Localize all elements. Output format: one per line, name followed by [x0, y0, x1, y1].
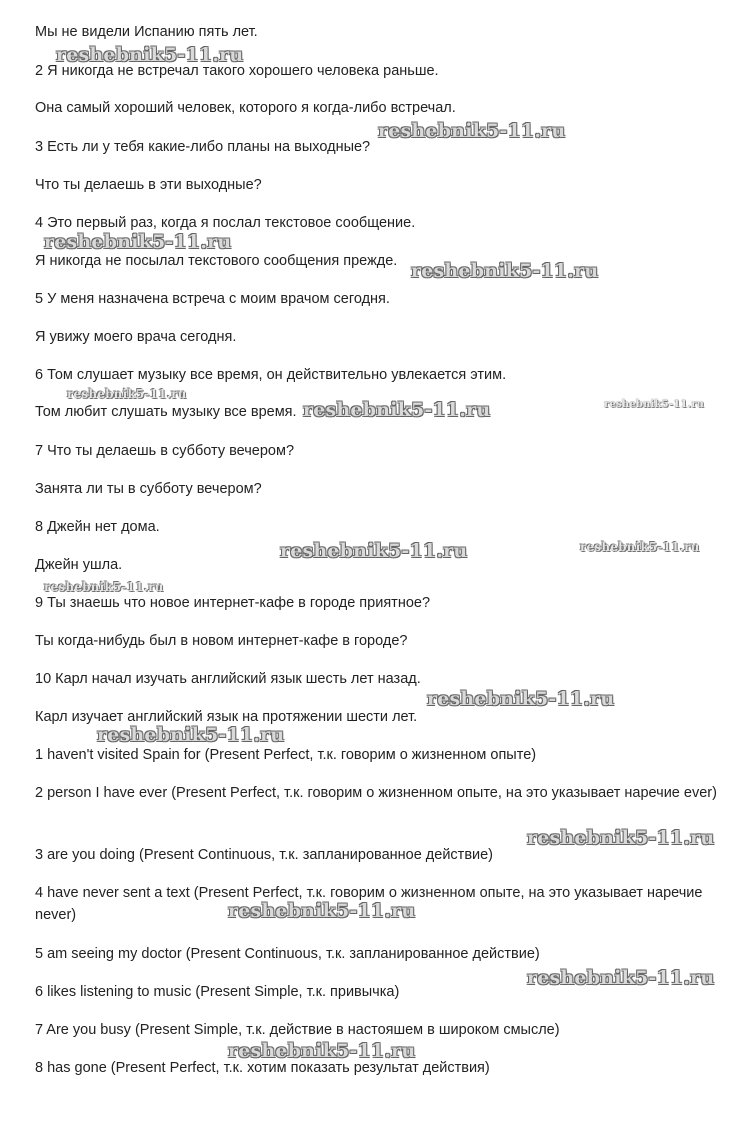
text-line: 9 Ты знаешь что новое интернет-кафе в городе приятное? — [35, 595, 431, 611]
text-line: Джейн ушла. — [35, 557, 123, 573]
watermark: reshebnik5-11.ru — [44, 580, 164, 594]
watermark: reshebnik5-11.ru — [604, 399, 705, 410]
text-line: 2 Я никогда не встречал такого хорошего человека раньше. — [35, 63, 439, 79]
text-line: 4 Это первый раз, когда я послал текстовое сообщение. — [35, 215, 416, 231]
watermark: reshebnik5-11.ru — [228, 900, 416, 922]
watermark: reshebnik5-11.ru — [427, 688, 615, 710]
answer-line: 1 haven't visited Spain for (Present Perfect, т.к. говорим о жизненном опыте) — [35, 747, 537, 763]
text-line: 6 Том слушает музыку все время, он действительно увлекается этим. — [35, 367, 507, 383]
text-line: Я никогда не посылал текстового сообщения прежде. — [35, 253, 398, 269]
watermark: reshebnik5-11.ru — [56, 44, 244, 66]
text-line: Том любит слушать музыку все время. — [35, 404, 297, 420]
watermark: reshebnik5-11.ru — [411, 260, 599, 282]
watermark: reshebnik5-11.ru — [97, 724, 285, 746]
text-line: Что ты делаешь в эти выходные? — [35, 177, 262, 193]
text-line: Мы не видели Испанию пять лет. — [35, 24, 258, 40]
answer-line: 7 Are you busy (Present Simple, т.к. действие в настояшем в широком смысле) — [35, 1022, 560, 1038]
watermark: reshebnik5-11.ru — [378, 120, 566, 142]
text-line: 10 Карл начал изучать английский язык шесть лет назад. — [35, 671, 421, 687]
text-line: Карл изучает английский язык на протяжении шести лет. — [35, 709, 418, 725]
watermark: reshebnik5-11.ru — [44, 231, 232, 253]
text-line: Я увижу моего врача сегодня. — [35, 329, 237, 345]
watermark: reshebnik5-11.ru — [527, 827, 715, 849]
text-line: 3 Есть ли у тебя какие-либо планы на выходные? — [35, 139, 371, 155]
answer-line: 3 are you doing (Present Continuous, т.к. запланированное действие) — [35, 847, 494, 863]
watermark: reshebnik5-11.ru — [67, 387, 187, 401]
watermark: reshebnik5-11.ru — [527, 967, 715, 989]
text-line: 5 У меня назначена встреча с моим врачом сегодня. — [35, 291, 390, 307]
answer-line: 2 person I have ever (Present Perfect, т.к. говорим о жизненном опыте, на это указывает наречие ever) — [35, 785, 717, 801]
watermark: reshebnik5-11.ru — [303, 399, 491, 421]
answer-line: 6 likes listening to music (Present Simple, т.к. привычка) — [35, 984, 400, 1000]
text-line: Ты когда-нибудь был в новом интернет-кафе в городе? — [35, 633, 408, 649]
watermark: reshebnik5-11.ru — [280, 540, 468, 562]
answer-line: 5 am seeing my doctor (Present Continuous, т.к. запланированное действие) — [35, 946, 540, 962]
watermark: reshebnik5-11.ru — [228, 1040, 416, 1062]
text-line: Она самый хороший человек, которого я когда-либо встречал. — [35, 100, 456, 116]
watermark: reshebnik5-11.ru — [580, 540, 700, 554]
answer-line: 8 has gone (Present Perfect, т.к. хотим показать результат действия) — [35, 1060, 490, 1076]
text-line: 7 Что ты делаешь в субботу вечером? — [35, 443, 295, 459]
text-line: 8 Джейн нет дома. — [35, 519, 160, 535]
answer-line: 4 have never sent a text (Present Perfect, т.к. говорим о жизненном опыте, на это указывает наречие never) — [35, 885, 703, 923]
text-line: Занята ли ты в субботу вечером? — [35, 481, 262, 497]
